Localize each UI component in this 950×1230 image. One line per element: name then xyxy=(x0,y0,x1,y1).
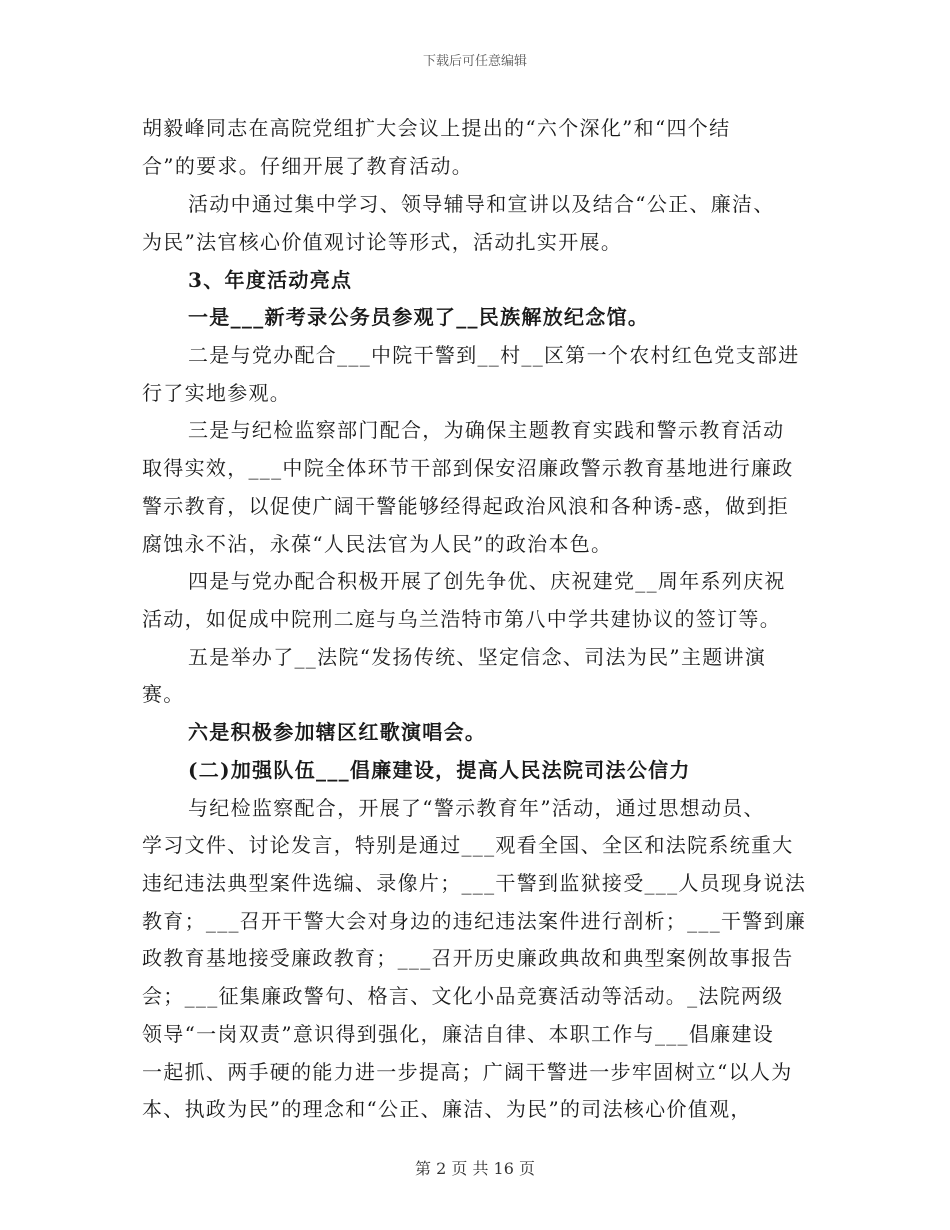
body-line: 二是与党办配合___中院干警到__村__区第一个农村红色党支部进 xyxy=(188,343,800,367)
body-line: 四是与党办配合积极开展了创先争优、庆祝建党__周年系列庆祝 xyxy=(188,569,786,593)
body-line: 活动，如促成中院刑二庭与乌兰浩特市第八中学共建协议的签订等。 xyxy=(142,607,781,631)
body-line: 腐蚀永不沾，永葆“人民法官为人民”的政治本色。 xyxy=(142,532,613,556)
highlight-item: 一是___新考录公务员参观了__民族解放纪念馆。 xyxy=(188,305,650,329)
body-line: 警示教育，以促使广阔干警能够经得起政治风浪和各种诱-惑，做到拒 xyxy=(142,494,790,518)
body-line: 赛。 xyxy=(142,682,185,706)
body-line: 领导“一岗双责”意识得到强化，廉洁自律、本职工作与___倡廉建设 xyxy=(142,1022,775,1046)
body-line: 教育；___召开干警大会对身边的违纪违法案件进行剖析；___干警到廉 xyxy=(142,909,807,933)
body-line: 本、执政为民”的理念和“公正、廉洁、为民”的司法核心价值观， xyxy=(142,1097,752,1121)
body-line: 学习文件、讨论发言，特别是通过___观看全国、全区和法院系统重大 xyxy=(142,833,794,857)
body-line: 胡毅峰同志在高院党组扩大会议上提出的“六个深化”和“四个结 xyxy=(142,116,731,140)
body-line: 为民”法官核心价值观讨论等形式，活动扎实开展。 xyxy=(142,230,623,254)
body-line: 三是与纪检监察部门配合，为确保主题教育实践和警示教育活动 xyxy=(188,418,785,442)
body-line: 合”的要求。仔细开展了教育活动。 xyxy=(142,154,474,178)
body-line: 行了实地参观。 xyxy=(142,381,292,405)
page-header: 下载后可任意编辑 xyxy=(422,54,527,69)
body-line: 与纪检监察配合，开展了“警示教育年”活动，通过思想动员、 xyxy=(188,796,765,820)
highlight-item: 六是积极参加辖区红歌演唱会。 xyxy=(188,720,487,744)
page-footer: 第 2 页 共 16 页 xyxy=(415,1159,535,1178)
body-line: 取得实效，___中院全体环节干部到保安沼廉政警示教育基地进行廉政 xyxy=(142,456,794,480)
body-line: 五是举办了__法院“发扬传统、坚定信念、司法为民”主题讲演 xyxy=(188,645,767,669)
section-heading: 3、年度活动亮点 xyxy=(188,268,353,292)
body-line: 活动中通过集中学习、领导辅导和宣讲以及结合“公正、廉洁、 xyxy=(188,192,775,216)
body-line: 政教育基地接受廉政教育；___召开历史廉政典故和典型案例故事报告 xyxy=(142,946,794,970)
body-line: 会；___征集廉政警句、格言、文化小品竞赛活动等活动。_法院两级 xyxy=(142,984,784,1008)
section-heading: (二)加强队伍___倡廉建设，提高人民法院司法公信力 xyxy=(188,758,691,782)
body-line: 违纪违法典型案件选编、录像片；___干警到监狱接受___人员现身说法 xyxy=(142,871,807,895)
body-line: 一起抓、两手硬的能力进一步提高；广阔干警进一步牢固树立“以人为 xyxy=(142,1060,793,1084)
